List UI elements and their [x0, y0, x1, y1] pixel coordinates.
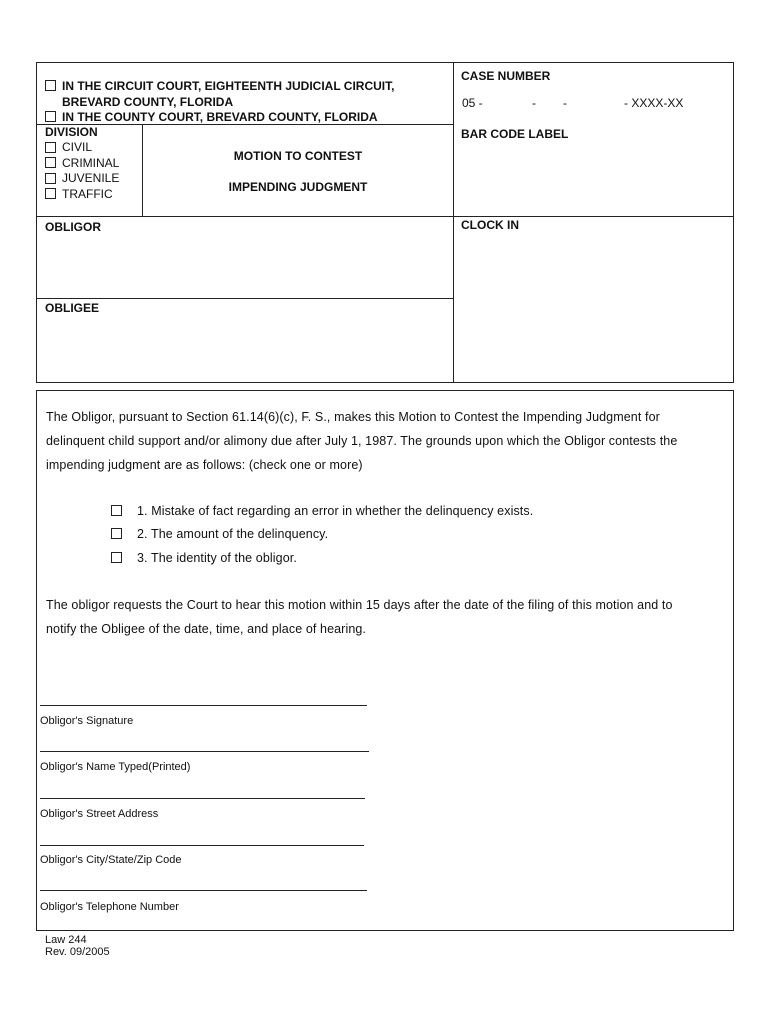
street-address-field-label: Obligor's Street Address [40, 808, 159, 820]
header-vertical-divider [453, 62, 454, 383]
city-state-zip-line[interactable] [40, 845, 364, 846]
division-section-bottom-rule [36, 216, 734, 217]
case-number-suffix: - XXXX-XX [624, 96, 684, 110]
division-vertical-divider [142, 124, 143, 217]
signature-line[interactable] [40, 705, 367, 706]
ground-2-label: 2. The amount of the delinquency. [137, 527, 329, 541]
circuit-court-label-line1: IN THE CIRCUIT COURT, EIGHTEENTH JUDICIAL CIRCUIT, [62, 79, 395, 93]
case-number-dash-2: - [563, 96, 567, 110]
case-number-label: CASE NUMBER [461, 69, 551, 83]
name-printed-field-label: Obligor's Name Typed(Printed) [40, 761, 191, 773]
obligee-label: OBLIGEE [45, 301, 100, 315]
division-criminal-checkbox[interactable] [45, 157, 56, 168]
telephone-line[interactable] [40, 890, 367, 891]
division-traffic-checkbox[interactable] [45, 188, 56, 199]
clock-in-label: CLOCK IN [461, 218, 519, 232]
case-number-dash-1: - [532, 96, 536, 110]
division-civil-checkbox[interactable] [45, 142, 56, 153]
ground-3-checkbox[interactable] [111, 552, 122, 563]
motion-paragraph2-line2: notify the Obligee of the date, time, and place of hearing. [46, 622, 366, 636]
division-traffic-label: TRAFFIC [62, 187, 113, 201]
motion-paragraph1-line2: delinquent child support and/or alimony due after July 1, 1987. The grounds upon which the Obligor contests the [46, 434, 678, 448]
division-civil-label: CIVIL [62, 140, 93, 154]
ground-2-checkbox[interactable] [111, 528, 122, 539]
division-label: DIVISION [45, 125, 98, 139]
bar-code-label: BAR CODE LABEL [461, 127, 569, 141]
telephone-field-label: Obligor's Telephone Number [40, 901, 179, 913]
motion-paragraph1-line3: impending judgment are as follows: (check one or more) [46, 458, 363, 472]
division-juvenile-label: JUVENILE [62, 171, 120, 185]
division-juvenile-checkbox[interactable] [45, 173, 56, 184]
street-address-line[interactable] [40, 798, 365, 799]
name-printed-line[interactable] [40, 751, 369, 752]
case-number-prefix: 05 - [462, 96, 483, 110]
court-section-bottom-rule [36, 124, 454, 125]
form-title-line1: MOTION TO CONTEST [233, 149, 363, 163]
form-revision: Rev. 09/2005 [45, 946, 110, 958]
ground-1-label: 1. Mistake of fact regarding an error in whether the delinquency exists. [137, 504, 534, 518]
motion-paragraph1-line1: The Obligor, pursuant to Section 61.14(6)(c), F. S., makes this Motion to Contest the Impending Judgment for [46, 410, 660, 424]
ground-1-checkbox[interactable] [111, 505, 122, 516]
county-court-label: IN THE COUNTY COURT, BREVARD COUNTY, FLORIDA [62, 110, 378, 124]
circuit-court-label-line2: BREVARD COUNTY, FLORIDA [62, 95, 234, 109]
division-criminal-label: CRIMINAL [62, 156, 120, 170]
county-court-checkbox[interactable] [45, 111, 56, 122]
form-title-line2: IMPENDING JUDGMENT [228, 180, 368, 194]
signature-field-label: Obligor's Signature [40, 715, 134, 727]
circuit-court-checkbox[interactable] [45, 80, 56, 91]
city-state-zip-field-label: Obligor's City/State/Zip Code [40, 854, 182, 866]
obligor-label: OBLIGOR [45, 220, 101, 234]
ground-3-label: 3. The identity of the obligor. [137, 551, 297, 565]
form-number: Law 244 [45, 934, 87, 946]
motion-paragraph2-line1: The obligor requests the Court to hear this motion within 15 days after the date of the filing of this motion and to [46, 598, 673, 612]
obligor-section-bottom-rule [36, 298, 454, 299]
